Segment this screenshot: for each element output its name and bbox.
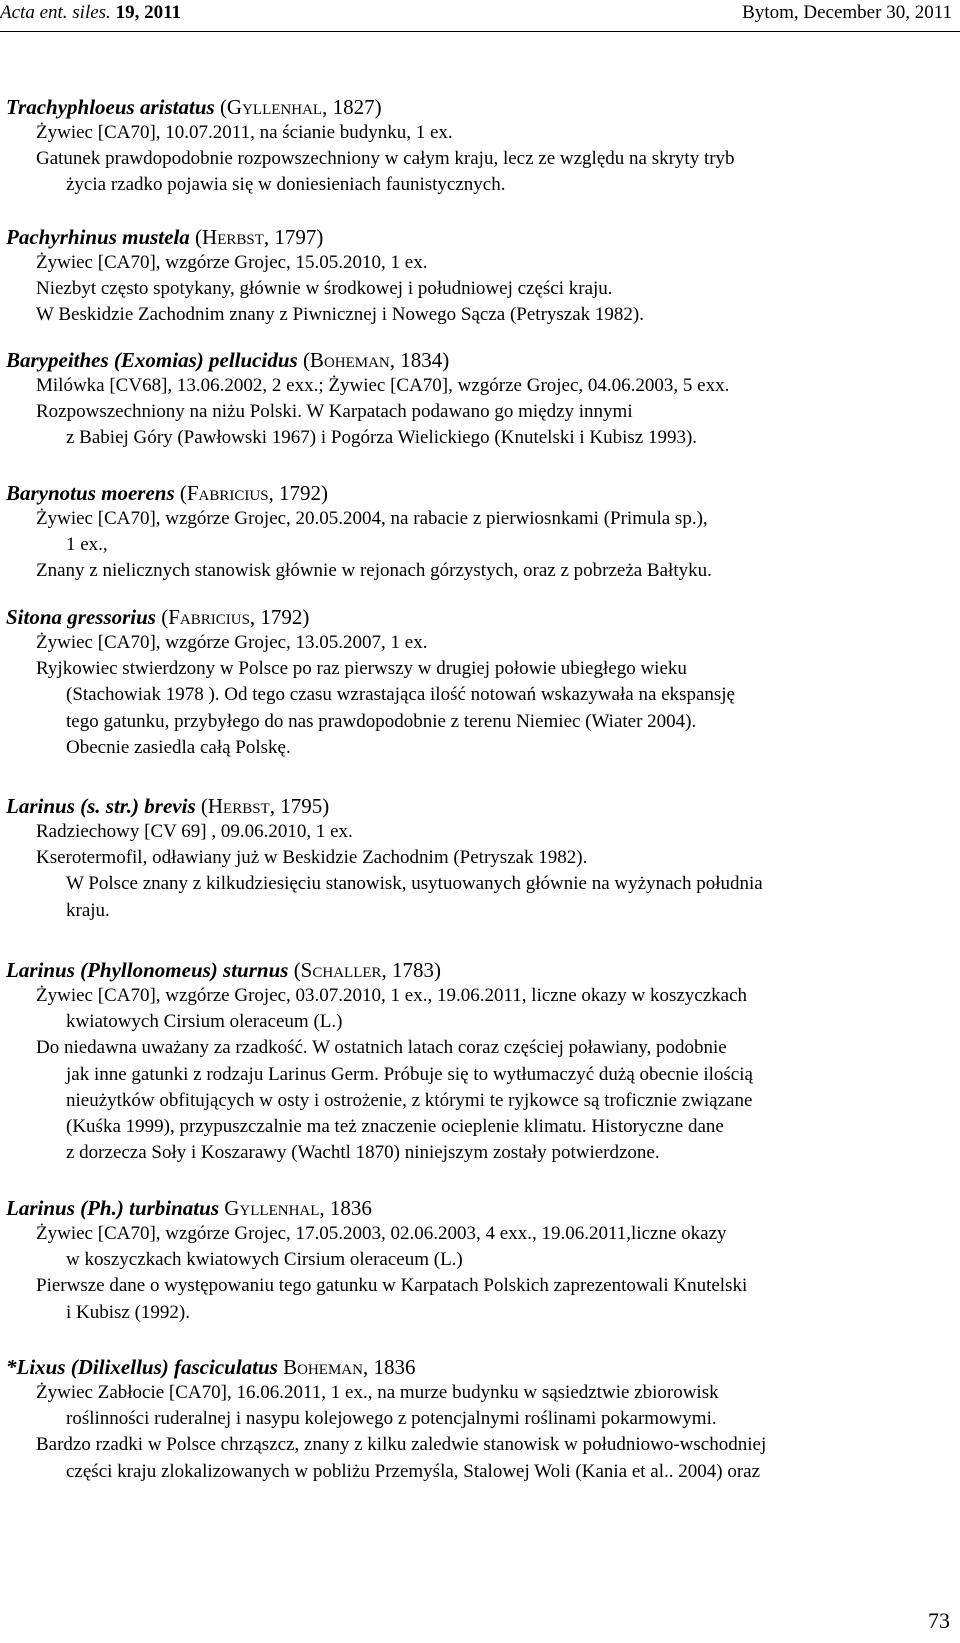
species-entry [6, 604, 952, 761]
note-line: życia rzadko pojawia się w doniesieniach faunistycznych. [66, 174, 506, 196]
species-title: Barynotus moerens (Fabricius, 1792) [6, 481, 329, 505]
note-line: W Beskidzie Zachodnim znany z Piwnicznej i Nowego Sącza (Petryszak 1982). [36, 304, 644, 326]
species-entry [6, 1195, 952, 1326]
note-line: nieużytków obfitujących w osty i ostrożenie, z którymi te ryjkowce są troficznie związane [66, 1089, 753, 1111]
record-line: roślinności ruderalnej i nasypu kolejowego z potencjalnymi roślinami pokarmowymi. [66, 1408, 717, 1430]
note-line: części kraju zlokalizowanych w pobliżu Przemyśla, Stalowej Woli (Kania et al.. 2004) oraz [66, 1460, 761, 1482]
species-title: Larinus (Phyllonomeus) sturnus (Schaller, 1783) [6, 958, 442, 982]
running-header [0, 2, 960, 28]
record-line: Żywiec [CA70], 10.07.2011, na ścianie budynku, 1 ex. [36, 122, 453, 143]
note-line: Niezbyt często spotykany, głównie w środkowej i południowej części kraju. [36, 278, 613, 300]
species-entry [6, 94, 952, 199]
note-line: Bardzo rzadki w Polsce chrząszcz, znany z kilku zaledwie stanowisk w południowo-wschodniej [36, 1434, 767, 1456]
note-line: jak inne gatunki z rodzaju Larinus Germ. Próbuje się to wytłumaczyć dużą obecnie ilością [66, 1063, 753, 1085]
note-line: z dorzecza Soły i Koszarawy (Wachtl 1870) niniejszym zostały potwierdzone. [66, 1142, 660, 1164]
species-title: Larinus (s. str.) brevis (Herbst, 1795) [6, 794, 330, 818]
note-line: Znany z nielicznych stanowisk głównie w rejonach górzystych, oraz z pobrzeża Bałtyku. [36, 560, 712, 582]
note-line: tego gatunku, przybyłego do nas prawdopodobnie z terenu Niemiec (Wiater 2004). [66, 710, 697, 732]
note-line: Do niedawna uważany za rzadkość. W ostatnich latach coraz częściej poławiany, podobnie [36, 1037, 727, 1059]
note-line: kraju. [66, 899, 110, 921]
note-line: Ryjkowiec stwierdzony w Polsce po raz pierwszy w drugiej połowie ubiegłego wieku [36, 658, 687, 680]
journal-name: Acta ent. siles. [0, 2, 111, 23]
note-line: Obecnie zasiedla całą Polskę. [66, 736, 291, 758]
species-entry [6, 347, 952, 452]
species-title: *Lixus (Dilixellus) fasciculatus Boheman, 1836 [6, 1355, 416, 1379]
note-line: Gatunek prawdopodobnie rozpowszechniony w całym kraju, lecz ze względu na skryty tryb [36, 148, 735, 170]
species-entry [6, 1354, 952, 1485]
note-line: (Kuśka 1999), przypuszczalnie ma też znaczenie ocieplenie klimatu. Historyczne dane [66, 1116, 724, 1138]
header-rule [0, 31, 960, 32]
note-line: Kserotermofil, odławiany już w Beskidzie Zachodnim (Petryszak 1982). [36, 847, 588, 869]
page-number: 73 [928, 1608, 950, 1633]
record-line: Żywiec [CA70], wzgórze Grojec, 03.07.2010, 1 ex., 19.06.2011, liczne okazy w koszyczkach [36, 985, 748, 1006]
record-line: Żywiec [CA70], wzgórze Grojec, 20.05.2004, na rabacie z pierwiosnkami (Primula sp.), [36, 508, 708, 529]
species-entry [6, 793, 952, 924]
species-title: Pachyrhinus mustela (Herbst, 1797) [6, 225, 324, 249]
record-line: kwiatowych Cirsium oleraceum (L.) [66, 1011, 343, 1033]
note-line: (Stachowiak 1978 ). Od tego czasu wzrastająca ilość notowań wskazywała na ekspansję [66, 684, 735, 706]
record-line: Radziechowy [CV 69] , 09.06.2010, 1 ex. [36, 821, 353, 842]
note-line: z Babiej Góry (Pawłowski 1967) i Pogórza Wielickiego (Knutelski i Kubisz 1993). [66, 427, 698, 449]
record-line: Milówka [CV68], 13.06.2002, 2 exx.; Żywiec [CA70], wzgórze Grojec, 04.06.2003, 5 exx. [36, 375, 730, 396]
species-title: Barypeithes (Exomias) pellucidus (Boheman, 1834) [6, 348, 450, 372]
note-line: Pierwsze dane o występowaniu tego gatunku w Karpatach Polskich zaprezentowali Knutelski [36, 1275, 748, 1297]
species-entry [6, 224, 952, 329]
record-line: w koszyczkach kwiatowych Cirsium oleraceum (L.) [66, 1249, 463, 1271]
species-title: Sitona gressorius (Fabricius, 1792) [6, 605, 310, 629]
species-title: Trachyphloeus aristatus (Gyllenhal, 1827) [6, 95, 382, 119]
note-line: W Polsce znany z kilkudziesięciu stanowisk, usytuowanych głównie na wyżynach południa [66, 873, 763, 895]
note-line: i Kubisz (1992). [66, 1301, 191, 1323]
journal-volume: 19, 2011 [115, 2, 182, 23]
record-line: 1 ex., [66, 534, 108, 556]
species-entry [6, 480, 952, 585]
note-line: Rozpowszechniony na niżu Polski. W Karpatach podawano go między innymi [36, 401, 633, 423]
species-title: Larinus (Ph.) turbinatus Gyllenhal, 1836 [6, 1196, 372, 1220]
record-line: Żywiec Zabłocie [CA70], 16.06.2011, 1 ex., na murze budynku w sąsiedztwie zbiorowisk [36, 1382, 719, 1403]
record-line: Żywiec [CA70], wzgórze Grojec, 15.05.2010, 1 ex. [36, 252, 428, 273]
species-entry [6, 957, 952, 1166]
record-line: Żywiec [CA70], wzgórze Grojec, 17.05.2003, 02.06.2003, 4 exx., 19.06.2011,liczne okazy [36, 1223, 727, 1244]
record-line: Żywiec [CA70], wzgórze Grojec, 13.05.2007, 1 ex. [36, 632, 428, 653]
publication-date: Bytom, December 30, 2011 [742, 2, 952, 23]
